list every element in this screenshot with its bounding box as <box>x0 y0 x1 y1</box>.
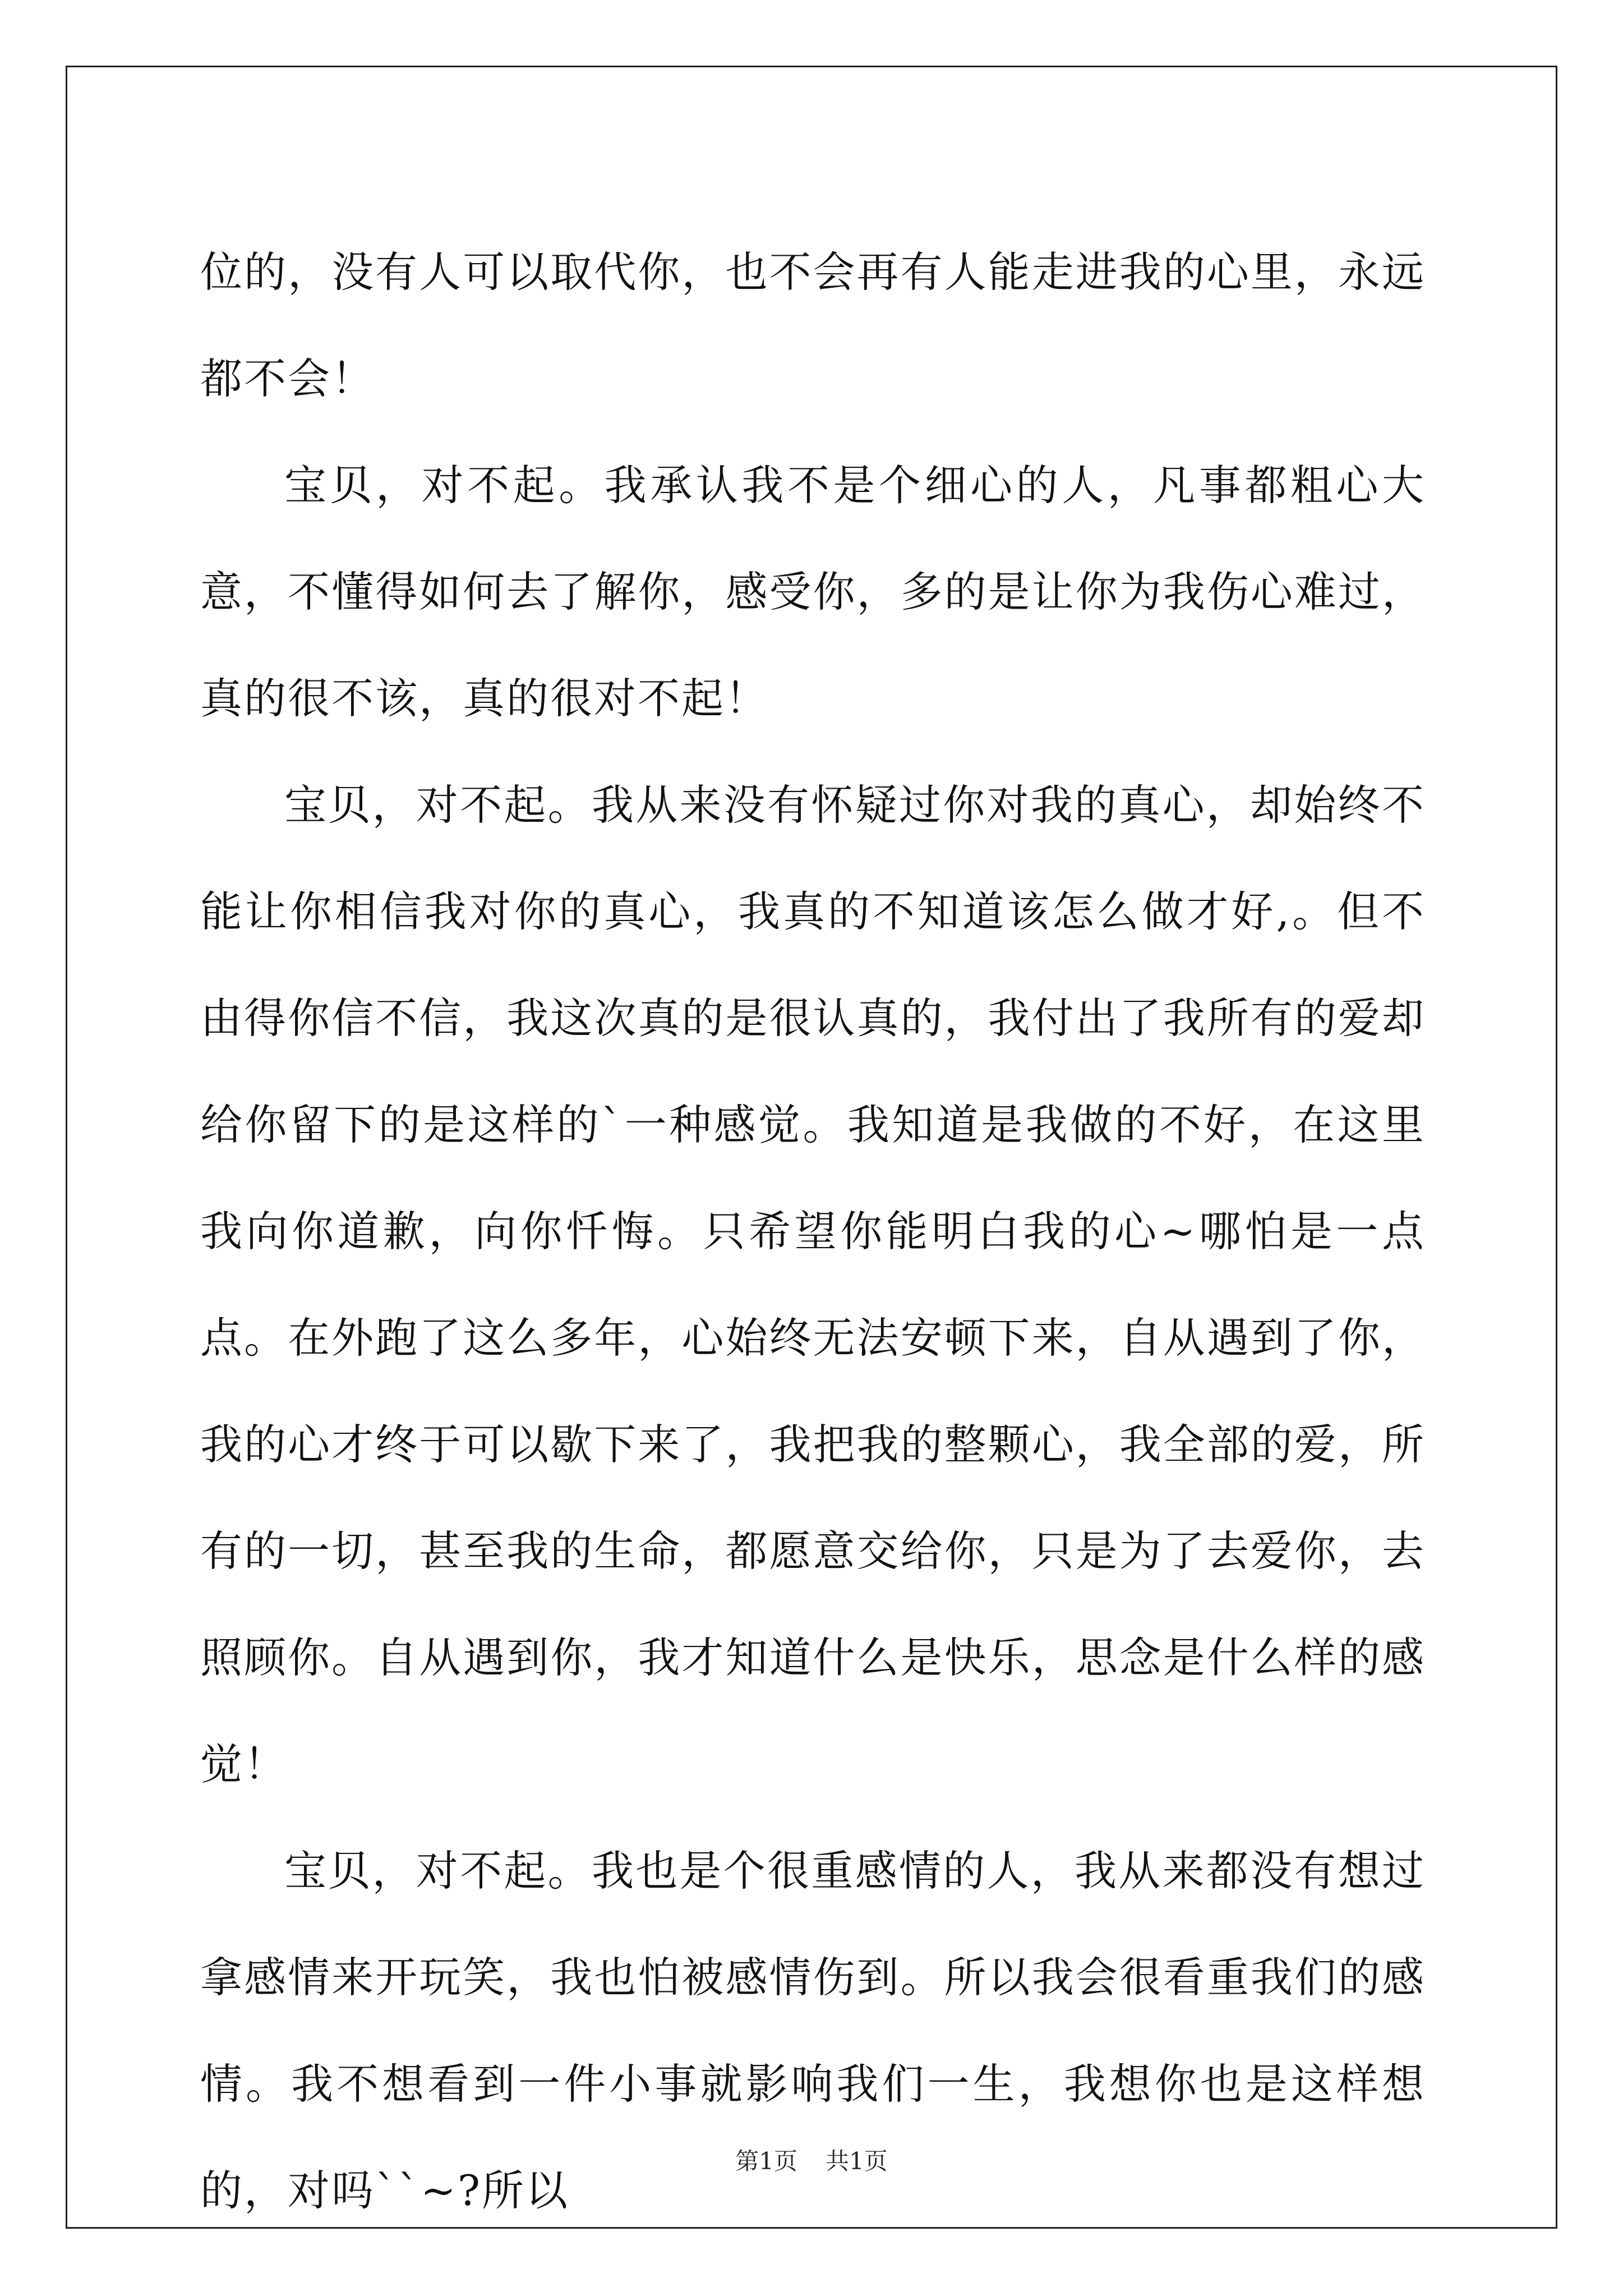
paragraph-4: 宝贝，对不起。我也是个很重感情的人，我从来都没有想过拿感情来开玩笑，我也怕被感情伤到。所以我会很看重我们的感情。我不想看到一件小事就影响我们一生，我想你也是这样想的，对吗``~?所以 <box>200 1846 1426 2215</box>
page-footer <box>0 2143 1623 2177</box>
page-number: 第1页 <box>735 2147 797 2175</box>
document-body <box>200 219 1426 2244</box>
paragraph-1: 位的，没有人可以取代你，也不会再有人能走进我的心里，永远都不会！ <box>200 247 1426 403</box>
paragraph-3: 宝贝，对不起。我从来没有怀疑过你对我的真心，却始终不能让你相信我对你的真心，我真的不知道该怎么做才好,。但不由得你信不信，我这次真的是很认真的，我付出了我所有的爱却给你留下的是这样的`一种感觉。我知道是我做的不好，在这里我向你道歉，向你忏悔。只希望你能明白我的心~哪怕是一点点。在外跑了这么多年，心始终无法安顿下来，自从遇到了你，我的心才终于可以歇下来了，我把我的整颗心，我全部的爱，所有的一切，甚至我的生命，都愿意交给你，只是为了去爱你，去照顾你。自从遇到你，我才知道什么是快乐，思念是什么样的感觉！ <box>200 780 1426 1789</box>
paragraph-2: 宝贝，对不起。我承认我不是个细心的人，凡事都粗心大意，不懂得如何去了解你，感受你，多的是让你为我伤心难过，真的很不该，真的很对不起！ <box>200 461 1426 723</box>
page-total: 共1页 <box>826 2147 888 2175</box>
